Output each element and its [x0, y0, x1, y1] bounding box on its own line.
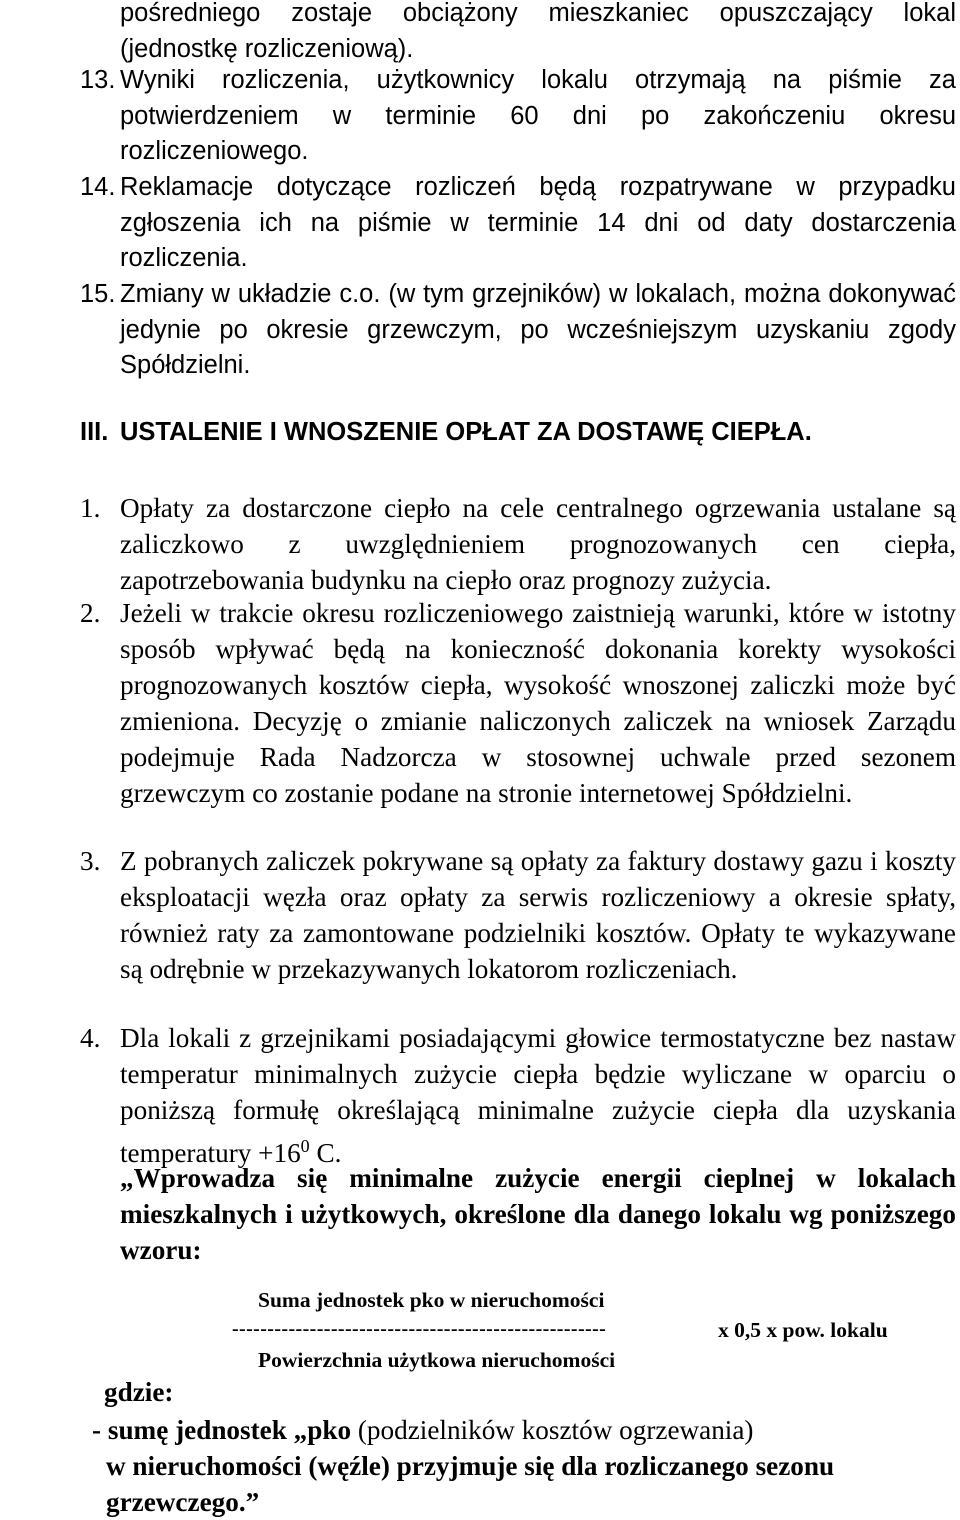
legend-dash: -: [92, 1415, 108, 1445]
item-number: 14.: [80, 173, 116, 201]
formula-fraction-line: -----------------------------------------------------: [232, 1318, 607, 1340]
item-number: 2.: [80, 598, 101, 628]
legend-paren: (podzielników kosztów ogrzewania): [351, 1415, 754, 1445]
item-text-main: Dla lokali z grzejnikami posiadającymi głowice termostatyczne bez nastaw temperatur minimalnych zużycie ciepła będzie wyliczane w oparciu o poniższą formułę określającą minimalne zużycie ciepła dla uzyskania temperatury +16: [120, 1023, 956, 1169]
item-text-tail: C.: [309, 1138, 342, 1169]
list-item-2: [80, 595, 956, 811]
legend-line-2: w nieruchomości (węźle) przyjmuje się dla rozliczanego sezonu: [106, 1451, 835, 1481]
list-item-4: [80, 1020, 956, 1171]
legend-term: sumę jednostek „pko: [107, 1415, 352, 1445]
item-text: Z pobranych zaliczek pokrywane są opłaty za faktury dostawy gazu i koszty eksploatacji węzła oraz opłaty za serwis rozliczeniowy a okresie spłaty, również raty za zamontowane podzielniki kosztów. Opłaty te wykazywane są odrębnie w przekazywanych lokatorom rozliczeniach.: [120, 846, 956, 984]
item-number: 1.: [80, 493, 101, 523]
legend-entry: [92, 1412, 952, 1520]
list-item-14: [80, 170, 956, 277]
item-number: 13.: [80, 66, 116, 94]
list-item-15: [80, 277, 956, 384]
formula-multiplier: x 0,5 x pow. lokalu: [718, 1318, 888, 1342]
formula-numerator: Suma jednostek pko w nieruchomości: [258, 1288, 605, 1312]
item-text: Jeżeli w trakcie okresu rozliczeniowego zaistnieją warunki, które w istotny sposób wpływać będą na konieczność dokonania korekty wysokości prognozowanych kosztów ciepła, wysokość wnoszonej zaliczki może być zmieniona. Decyzję o zmianie naliczonych zaliczek na wniosek Zarządu podejmuje Rada Nadzorcza w stosownej uchwale przed sezonem grzewczym co zostanie podane na stronie internetowej Spółdzielni.: [120, 598, 956, 808]
item-text: pośredniego zostaje obciążony mieszkaniec opuszczający lokal (jednostkę rozliczeniową).: [120, 0, 956, 63]
list-item-1: [80, 490, 956, 598]
item-number: 3.: [80, 846, 101, 876]
list-item-13: [80, 63, 956, 170]
item-text: Opłaty za dostarczone ciepło na cele centralnego ogrzewania ustalane są zaliczkowo z uwzględnieniem prognozowanych cen ciepła, zapotrzebowania budynku na ciepło oraz prognozy zużycia.: [120, 493, 956, 595]
formula-denominator: Powierzchnia użytkowa nieruchomości: [258, 1348, 616, 1372]
item-text: [120, 1020, 956, 1171]
item-text: Reklamacje dotyczące rozliczeń będą rozpatrywane w przypadku zgłoszenia ich na piśmie w terminie 14 dni od daty dostarczenia rozliczenia.: [120, 173, 956, 272]
item-text: Wyniki rozliczenia, użytkownicy lokalu otrzymają na piśmie za potwierdzeniem w terminie 60 dni po zakończeniu okresu rozliczeniowego.: [120, 66, 956, 165]
item-text: Zmiany w układzie c.o. (w tym grzejników) w lokalach, można dokonywać jedynie po okresie grzewczym, po wcześniejszym uzyskaniu zgody Spółdzielni.: [120, 280, 956, 379]
section-title: USTALENIE I WNOSZENIE OPŁAT ZA DOSTAWĘ CIEPŁA.: [120, 418, 812, 446]
legend-line-3: grzewczego.”: [106, 1487, 260, 1517]
item-continuation: [80, 0, 956, 67]
degree-superscript: 0: [300, 1136, 310, 1156]
item-number: 15.: [80, 280, 116, 308]
item-number: 4.: [80, 1023, 101, 1053]
bold-quote: „Wprowadza się minimalne zużycie energii cieplnej w lokalach mieszkalnych i użytkowych, określone dla danego lokalu wg poniższego wzoru:: [120, 1163, 956, 1265]
section-number: III.: [80, 418, 109, 446]
legend-heading: gdzie:: [104, 1377, 174, 1407]
list-item-3: [80, 843, 956, 987]
